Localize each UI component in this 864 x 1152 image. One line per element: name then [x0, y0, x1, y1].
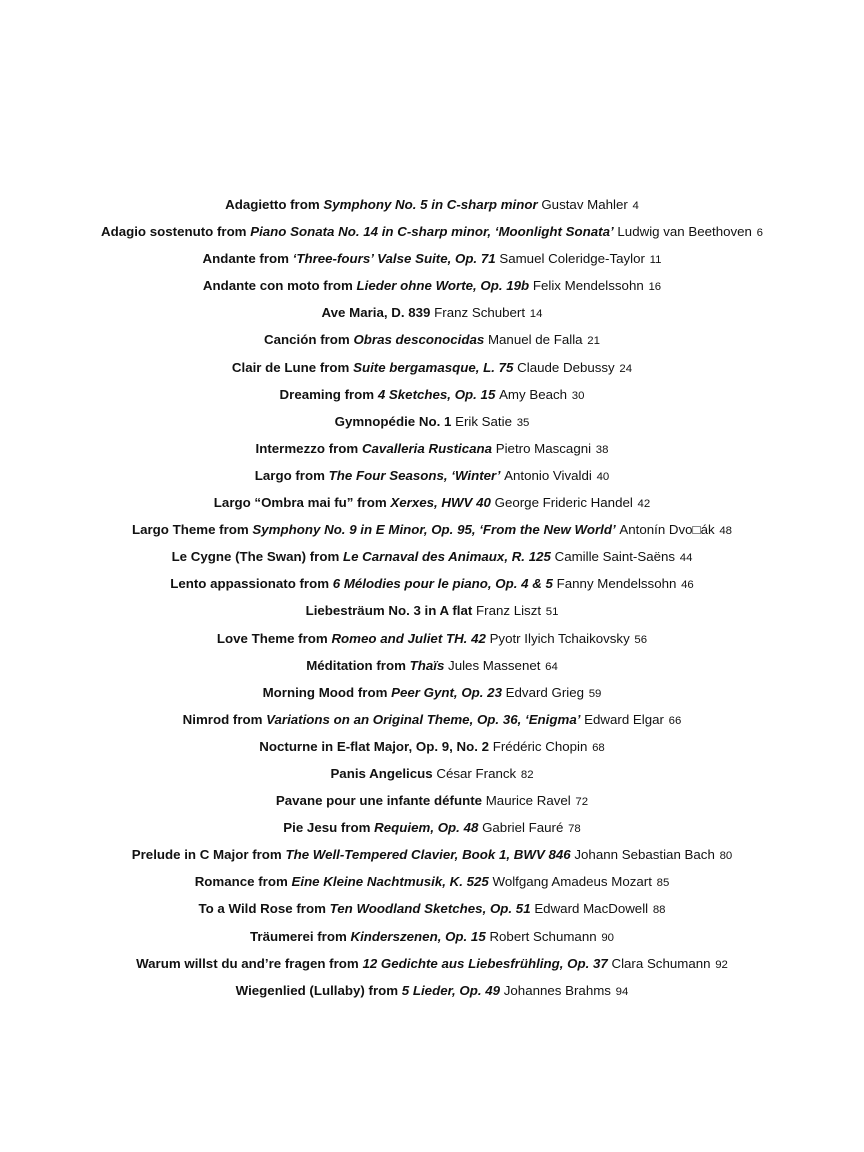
entry-composer: Johannes Brahms: [503, 982, 611, 998]
contents-entry[interactable]: [0, 653, 864, 680]
contents-entry[interactable]: [0, 978, 864, 1005]
entry-page-number: 44: [679, 552, 693, 565]
entry-work-title: 12 Gedichte aus Liebesfrühling, Op. 37: [362, 955, 608, 971]
entry-page-number: 82: [520, 768, 534, 781]
entry-spacer: [587, 739, 591, 754]
entry-page-number: 42: [637, 498, 651, 511]
entry-work-title: 5 Lieder, Op. 49: [401, 982, 501, 998]
entry-composer: Wolfgang Amadeus Mozart: [492, 874, 652, 890]
contents-entry[interactable]: [0, 300, 864, 327]
entry-spacer: [645, 251, 649, 266]
entry-composer: Antonín Dvo□ák: [619, 522, 715, 538]
contents-entry[interactable]: [0, 463, 864, 490]
entry-composer: Robert Schumann: [489, 928, 597, 944]
entry-title: Canción from: [264, 332, 354, 348]
contents-entry[interactable]: [0, 761, 864, 788]
entry-work-title: Requiem, Op. 48: [374, 820, 479, 836]
contents-entry[interactable]: [0, 355, 864, 382]
entry-title: Pie Jesu from: [283, 820, 375, 836]
contents-entry[interactable]: [0, 707, 864, 734]
entry-page-number: 88: [652, 904, 666, 917]
entry-composer: César Franck: [436, 765, 517, 781]
entry-title: Nocturne in E-flat Major, Op. 9, No. 2: [259, 738, 490, 754]
entry-spacer: [571, 793, 575, 808]
entry-page-number: 21: [587, 335, 600, 348]
contents-entry[interactable]: [0, 273, 864, 300]
entry-composer: Pyotr Ilyich Tchaikovsky: [489, 630, 630, 646]
contents-entry[interactable]: [0, 842, 864, 869]
entry-composer: Manuel de Falla: [487, 332, 583, 348]
entry-page-number: 92: [715, 958, 728, 971]
entry-composer: Antonio Vivaldi: [504, 467, 592, 483]
entry-page-number: 68: [592, 741, 605, 754]
entry-title: Romance from: [194, 874, 292, 890]
entry-page-number: 64: [545, 660, 558, 673]
entry-composer: Samuel Coleridge-Taylor: [499, 251, 645, 267]
contents-entry[interactable]: [0, 544, 864, 571]
contents-list: [0, 192, 864, 1005]
contents-entry[interactable]: [0, 246, 864, 273]
contents-entry[interactable]: [0, 598, 864, 625]
entry-title: Andante from: [202, 251, 293, 267]
entry-title: Lento appassionato from: [170, 576, 333, 592]
entry-spacer: [752, 224, 756, 239]
entry-composer: Amy Beach: [499, 386, 568, 402]
entry-title: Adagio sostenuto from: [100, 224, 251, 240]
entry-title: Träumerei from: [250, 928, 351, 944]
entry-title: Nimrod from: [182, 711, 267, 727]
entry-spacer: [541, 603, 545, 618]
entry-composer: Johann Sebastian Bach: [574, 847, 715, 863]
contents-entry[interactable]: [0, 219, 864, 246]
entry-title: Largo from: [254, 467, 329, 483]
entry-title: Pavane pour une infante défunte: [275, 793, 483, 809]
entry-page-number: 66: [668, 714, 682, 727]
contents-entry[interactable]: [0, 680, 864, 707]
entry-page-number: 24: [619, 362, 633, 375]
entry-title: Gymnopédie No. 1: [334, 413, 452, 429]
entry-page-number: 14: [529, 308, 543, 321]
entry-title: Dreaming from: [279, 386, 378, 402]
entry-spacer: [611, 983, 615, 998]
contents-entry[interactable]: [0, 626, 864, 653]
entry-page-number: 38: [595, 443, 609, 456]
entry-title: Wiegenlied (Lullaby) from: [235, 982, 402, 998]
entry-work-title: Eine Kleine Nachtmusik, K. 525: [291, 874, 489, 890]
entry-work-title: Xerxes, HWV 40: [390, 495, 491, 511]
entry-title: Intermezzo from: [255, 440, 362, 456]
entry-work-title: Thaïs: [409, 657, 445, 673]
entry-page-number: 6: [756, 227, 763, 240]
entry-title: Largo “Ombra mai fu” from: [213, 495, 391, 511]
entry-work-title: The Four Seasons, ‘Winter’: [328, 467, 501, 483]
entry-title: Panis Angelicus: [330, 765, 433, 781]
entry-page-number: 94: [615, 985, 629, 998]
entry-spacer: [512, 414, 516, 429]
entry-work-title: Variations on an Original Theme, Op. 36, ‘Enigma’: [266, 711, 581, 727]
entry-page-number: 40: [596, 470, 610, 483]
entry-work-title: Le Carnaval des Animaux, R. 125: [342, 549, 551, 565]
entry-page-number: 30: [571, 389, 585, 402]
entry-composer: Claude Debussy: [517, 359, 615, 375]
entry-title: Prelude in C Major from: [131, 847, 286, 863]
contents-entry[interactable]: [0, 571, 864, 598]
entry-work-title: Cavalleria Rusticana: [361, 440, 493, 456]
entry-spacer: [711, 956, 715, 971]
entry-page-number: 72: [575, 796, 589, 809]
entry-title: Ave Maria, D. 839: [321, 305, 431, 321]
entry-spacer: [615, 360, 619, 375]
contents-entry[interactable]: [0, 192, 864, 219]
entry-page-number: 90: [601, 931, 614, 944]
contents-entry[interactable]: [0, 869, 864, 896]
entry-composer: George Frideric Handel: [494, 495, 633, 511]
entry-spacer: [644, 278, 648, 293]
entry-spacer: [652, 874, 656, 889]
contents-entry[interactable]: [0, 896, 864, 923]
entry-work-title: Symphony No. 5 in C-sharp minor: [323, 197, 538, 212]
entry-composer: Jules Massenet: [448, 657, 541, 673]
entry-title: Andante con moto from: [202, 278, 357, 294]
entry-spacer: [715, 522, 719, 537]
entry-page-number: 4: [632, 200, 639, 212]
entry-composer: Camille Saint-Saëns: [554, 549, 676, 565]
entry-work-title: Obras desconocidas: [353, 332, 485, 348]
entry-page-number: 78: [568, 823, 581, 836]
contents-entry[interactable]: [0, 517, 864, 544]
entry-spacer: [567, 387, 571, 402]
entry-work-title: Romeo and Juliet TH. 42: [331, 630, 486, 646]
entry-page-number: 80: [719, 850, 733, 863]
contents-entry[interactable]: [0, 951, 864, 978]
entry-composer: Pietro Mascagni: [495, 440, 592, 456]
entry-work-title: Ten Woodland Sketches, Op. 51: [329, 901, 531, 917]
entry-work-title: Suite bergamasque, L. 75: [353, 359, 514, 375]
entry-composer: Edward Elgar: [584, 711, 664, 727]
entry-spacer: [628, 197, 632, 212]
entry-page-number: 16: [648, 281, 662, 294]
entry-spacer: [516, 766, 520, 781]
entry-composer: Edvard Grieg: [505, 684, 585, 700]
entry-composer: Franz Schubert: [434, 305, 526, 321]
contents-entry[interactable]: [0, 327, 864, 354]
entry-title: Largo Theme from: [131, 522, 253, 538]
entry-composer: Felix Mendelssohn: [532, 278, 644, 294]
entry-page-number: 51: [545, 606, 559, 619]
entry-composer: Gabriel Fauré: [482, 820, 564, 836]
contents-entry[interactable]: [0, 409, 864, 436]
contents-entry[interactable]: [0, 734, 864, 761]
entry-composer: Franz Liszt: [476, 603, 542, 619]
entry-work-title: The Well-Tempered Clavier, Book 1, BWV 846: [285, 847, 571, 863]
contents-entry[interactable]: [0, 924, 864, 951]
entry-spacer: [592, 468, 596, 483]
entry-work-title: Peer Gynt, Op. 23: [391, 684, 502, 700]
entry-spacer: [540, 658, 544, 673]
entry-spacer: [633, 495, 637, 510]
entry-page-number: 35: [516, 416, 530, 429]
entry-composer: Maurice Ravel: [485, 793, 571, 809]
entry-work-title: 6 Mélodies pour le piano, Op. 4 & 5: [332, 576, 553, 592]
entry-work-title: Lieder ohne Worte, Op. 19b: [356, 278, 530, 294]
entry-work-title: Symphony No. 9 in E Minor, Op. 95, ‘From the New World’: [252, 522, 616, 538]
entry-work-title: ‘Three-fours’ Valse Suite, Op. 71: [292, 251, 496, 267]
contents-entry[interactable]: [0, 436, 864, 463]
entry-title: Love Theme from: [216, 630, 332, 646]
entry-page-number: 48: [719, 525, 733, 538]
entry-spacer: [583, 332, 587, 347]
contents-entry[interactable]: [0, 490, 864, 517]
entry-composer: Erik Satie: [455, 413, 512, 429]
entry-composer: Frédéric Chopin: [492, 738, 588, 754]
entry-title: Adagietto from: [225, 197, 324, 212]
entry-page-number: 85: [656, 877, 670, 890]
contents-entry[interactable]: [0, 815, 864, 842]
entry-spacer: [563, 820, 567, 835]
entry-spacer: [630, 631, 634, 646]
entry-page-number: 59: [588, 687, 602, 700]
entry-title: Clair de Lune from: [231, 359, 354, 375]
entry-composer: Clara Schumann: [611, 955, 711, 971]
entry-work-title: Piano Sonata No. 14 in C-sharp minor, ‘Moonlight Sonata’: [250, 224, 614, 240]
entry-spacer: [648, 901, 652, 916]
entry-title: Méditation from: [306, 657, 410, 673]
entry-work-title: 4 Sketches, Op. 15: [377, 386, 496, 402]
entry-title: Morning Mood from: [262, 684, 392, 700]
entry-spacer: [591, 441, 595, 456]
entry-spacer: [676, 576, 680, 591]
entry-spacer: [525, 305, 529, 320]
entry-spacer: [597, 929, 601, 944]
contents-entry[interactable]: [0, 788, 864, 815]
entry-composer: Ludwig van Beethoven: [617, 224, 752, 240]
entry-page-number: 56: [634, 633, 648, 646]
entry-spacer: [675, 549, 679, 564]
entry-work-title: Kinderszenen, Op. 15: [350, 928, 486, 944]
entry-spacer: [584, 685, 588, 700]
entry-title: Liebesträum No. 3 in A flat: [305, 603, 473, 619]
entry-composer: Fanny Mendelssohn: [556, 576, 677, 592]
entry-title: Le Cygne (The Swan) from: [171, 549, 343, 565]
entry-spacer: [664, 712, 668, 727]
entry-composer: Gustav Mahler: [541, 197, 628, 212]
entry-title: Warum willst du and’re fragen from: [136, 955, 363, 971]
entry-page-number: 46: [681, 579, 694, 592]
entry-title: To a Wild Rose from: [198, 901, 330, 917]
entry-page-number: 11: [649, 254, 662, 267]
entry-composer: Edward MacDowell: [534, 901, 649, 917]
entry-spacer: [715, 847, 719, 862]
contents-entry[interactable]: [0, 382, 864, 409]
